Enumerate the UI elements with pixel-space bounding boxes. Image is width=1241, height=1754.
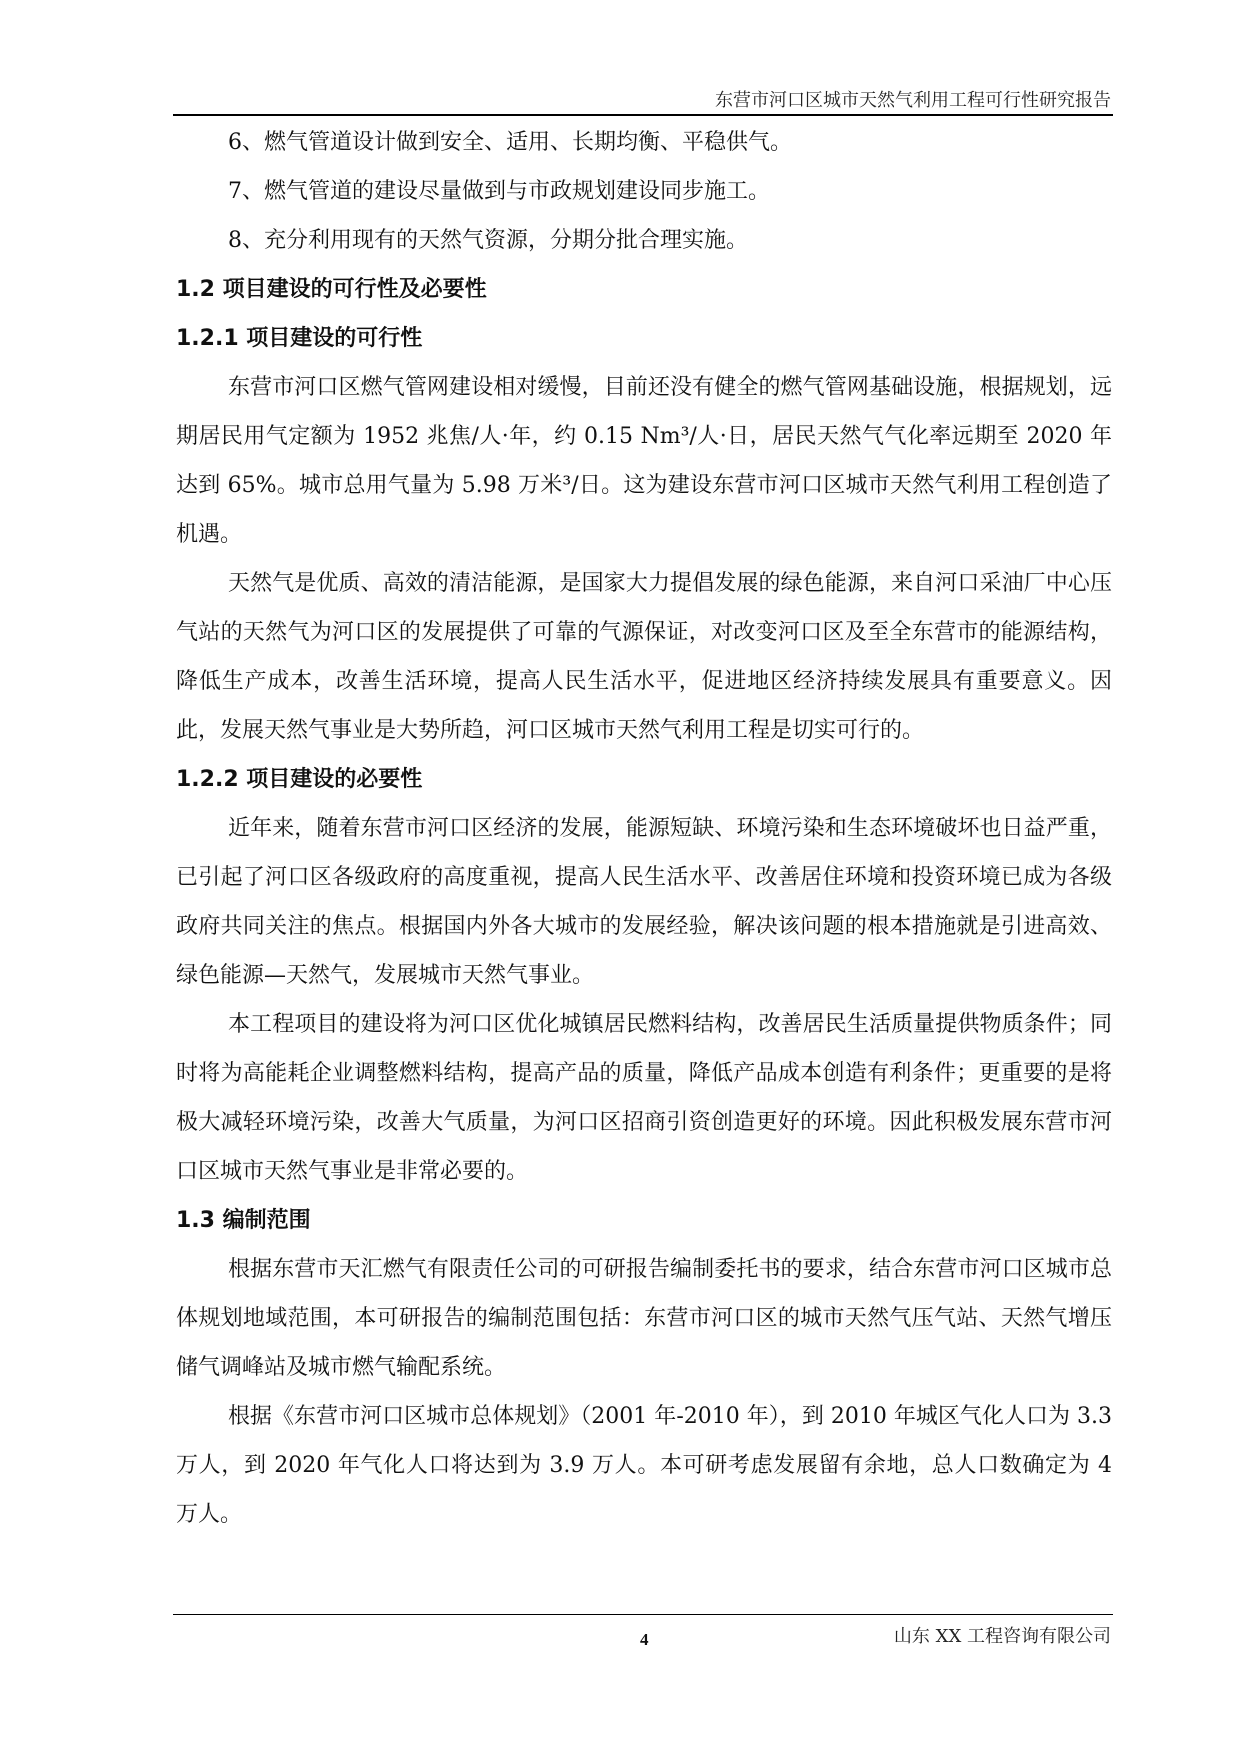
paragraph-scope-1: 根据东营市天汇燃气有限责任公司的可研报告编制委托书的要求，结合东营市河口区城市总体规划地域范围，本可研报告的编制范围包括：东营市河口区的城市天然气压气站、天然气增压储气调峰站及城市燃气输配系统。 [176,1257,1112,1380]
page-number: 4 [640,1630,649,1649]
page-content [176,118,1112,1539]
section-heading-1-2-1: 1.2.1 项目建设的可行性 [176,326,423,351]
header-rule [173,114,1113,116]
list-item-6: 6、燃气管道设计做到安全、适用、长期均衡、平稳供气。 [228,130,792,155]
section-heading-1-3: 1.3 编制范围 [176,1208,311,1233]
paragraph-necessity-2: 本工程项目的建设将为河口区优化城镇居民燃料结构，改善居民生活质量提供物质条件；同时将为高能耗企业调整燃料结构，提高产品的质量，降低产品成本创造有利条件；更重要的是将极大减轻环境污染，改善大气质量，为河口区招商引资创造更好的环境。因此积极发展东营市河口区城市天然气事业是非常必要的。 [176,1012,1112,1184]
list-item-7: 7、燃气管道的建设尽量做到与市政规划建设同步施工。 [228,179,770,204]
paragraph-feasibility-1: 东营市河口区燃气管网建设相对缓慢，目前还没有健全的燃气管网基础设施，根据规划，远期居民用气定额为 1952 兆焦/人·年，约 0.15 Nm³/人·日，居民天然气气化率远期至 2020 年达到 65%。城市总用气量为 5.98 万米³/日。这为建设东营市河口区城市天然气利用工程创造了机遇。 [176,375,1112,547]
section-heading-1-2-2: 1.2.2 项目建设的必要性 [176,767,423,792]
paragraph-necessity-1: 近年来，随着东营市河口区经济的发展，能源短缺、环境污染和生态环境破坏也日益严重，已引起了河口区各级政府的高度重视，提高人民生活水平、改善居住环境和投资环境已成为各级政府共同关注的焦点。根据国内外各大城市的发展经验，解决该问题的根本措施就是引进高效、绿色能源—天然气，发展城市天然气事业。 [176,816,1112,988]
footer-rule [173,1614,1113,1615]
paragraph-feasibility-2: 天然气是优质、高效的清洁能源，是国家大力提倡发展的绿色能源，来自河口采油厂中心压气站的天然气为河口区的发展提供了可靠的气源保证，对改变河口区及至全东营市的能源结构，降低生产成本，改善生活环境，提高人民生活水平，促进地区经济持续发展具有重要意义。因此，发展天然气事业是大势所趋，河口区城市天然气利用工程是切实可行的。 [176,571,1112,743]
paragraph-scope-2: 根据《东营市河口区城市总体规划》（2001 年-2010 年），到 2010 年城区气化人口为 3.3 万人，到 2020 年气化人口将达到为 3.9 万人。本可研考虑发展留有余地，总人口数确定为 4 万人。 [176,1404,1112,1527]
running-header: 东营市河口区城市天然气利用工程可行性研究报告 [715,90,1111,111]
list-item-8: 8、充分利用现有的天然气资源，分期分批合理实施。 [228,228,748,253]
section-heading-1-2: 1.2 项目建设的可行性及必要性 [176,277,487,302]
footer-company: 山东 XX 工程咨询有限公司 [893,1626,1111,1647]
